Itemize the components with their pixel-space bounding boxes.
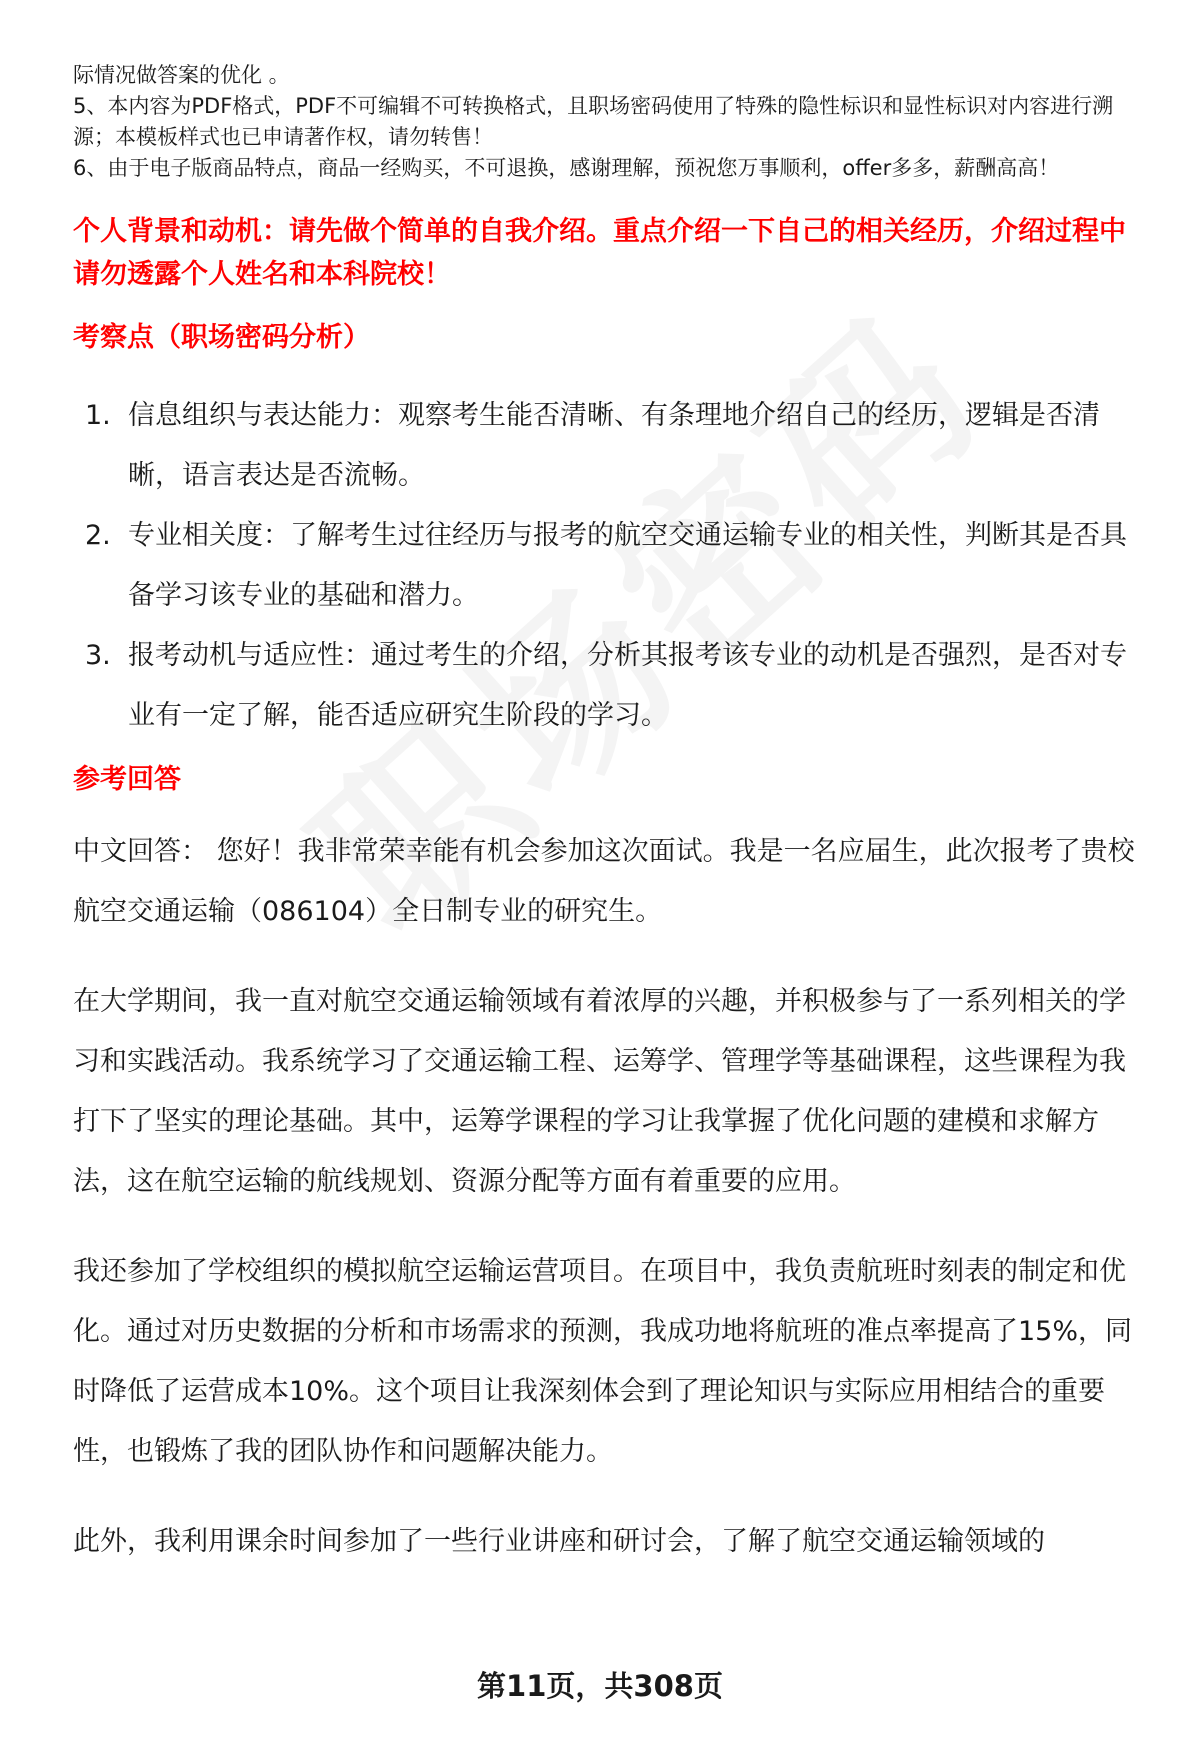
analysis-title: 考察点（职场密码分析） <box>73 322 370 353</box>
answer-body <box>73 822 1152 1572</box>
item-number: 1. <box>85 400 111 431</box>
item-number: 3. <box>85 640 111 671</box>
notes-block <box>73 60 1152 184</box>
question-heading: 个人背景和动机：请先做个简单的自我介绍。重点介绍一下自己的相关经历，介绍过程中请勿透露个人姓名和本科院校！ <box>73 216 1126 290</box>
analysis-item <box>73 506 1152 626</box>
answer-paragraph: 此外，我利用课余时间参加了一些行业讲座和研讨会，了解了航空交通运输领域的 <box>73 1526 1045 1557</box>
analysis-item <box>73 626 1152 746</box>
note-line: 5、本内容为PDF格式，PDF不可编辑不可转换格式，且职场密码使用了特殊的隐性标识和显性标识对内容进行溯源；本模板样式也已申请著作权，请勿转售！ <box>73 94 1114 149</box>
item-number: 2. <box>85 520 111 551</box>
note-line: 际情况做答案的优化 。 <box>73 63 290 87</box>
page-number: 第11页，共308页 <box>477 1669 723 1703</box>
answer-paragraph: 中文回答： 您好！我非常荣幸能有机会参加这次面试。我是一名应届生，此次报考了贵校航空交通运输（086104）全日制专业的研究生。 <box>73 836 1135 927</box>
answer-paragraph: 我还参加了学校组织的模拟航空运输运营项目。在项目中，我负责航班时刻表的制定和优化。通过对历史数据的分析和市场需求的预测，我成功地将航班的准点率提高了15%，同时降低了运营成本10%。这个项目让我深刻体会到了理论知识与实际应用相结合的重要性，也锻炼了我的团队协作和问题解决能力。 <box>73 1256 1133 1467</box>
item-text: 报考动机与适应性：通过考生的介绍，分析其报考该专业的动机是否强烈，是否对专业有一定了解，能否适应研究生阶段的学习。 <box>128 640 1127 731</box>
answer-paragraph: 在大学期间，我一直对航空交通运输领域有着浓厚的兴趣，并积极参与了一系列相关的学习和实践活动。我系统学习了交通运输工程、运筹学、管理学等基础课程，这些课程为我打下了坚实的理论基础。其中，运筹学课程的学习让我掌握了优化问题的建模和求解方法，这在航空运输的航线规划、资源分配等方面有着重要的应用。 <box>73 986 1126 1197</box>
note-line: 6、由于电子版商品特点，商品一经购买，不可退换，感谢理解，预祝您万事顺利，offer多多，薪酬高高！ <box>73 156 1060 180</box>
analysis-item <box>73 386 1152 506</box>
analysis-list <box>73 386 1152 746</box>
item-text: 专业相关度：了解考生过往经历与报考的航空交通运输专业的相关性，判断其是否具备学习该专业的基础和潜力。 <box>128 520 1127 611</box>
answer-title: 参考回答 <box>73 764 181 795</box>
item-text: 信息组织与表达能力：观察考生能否清晰、有条理地介绍自己的经历，逻辑是否清晰，语言表达是否流畅。 <box>128 400 1100 491</box>
